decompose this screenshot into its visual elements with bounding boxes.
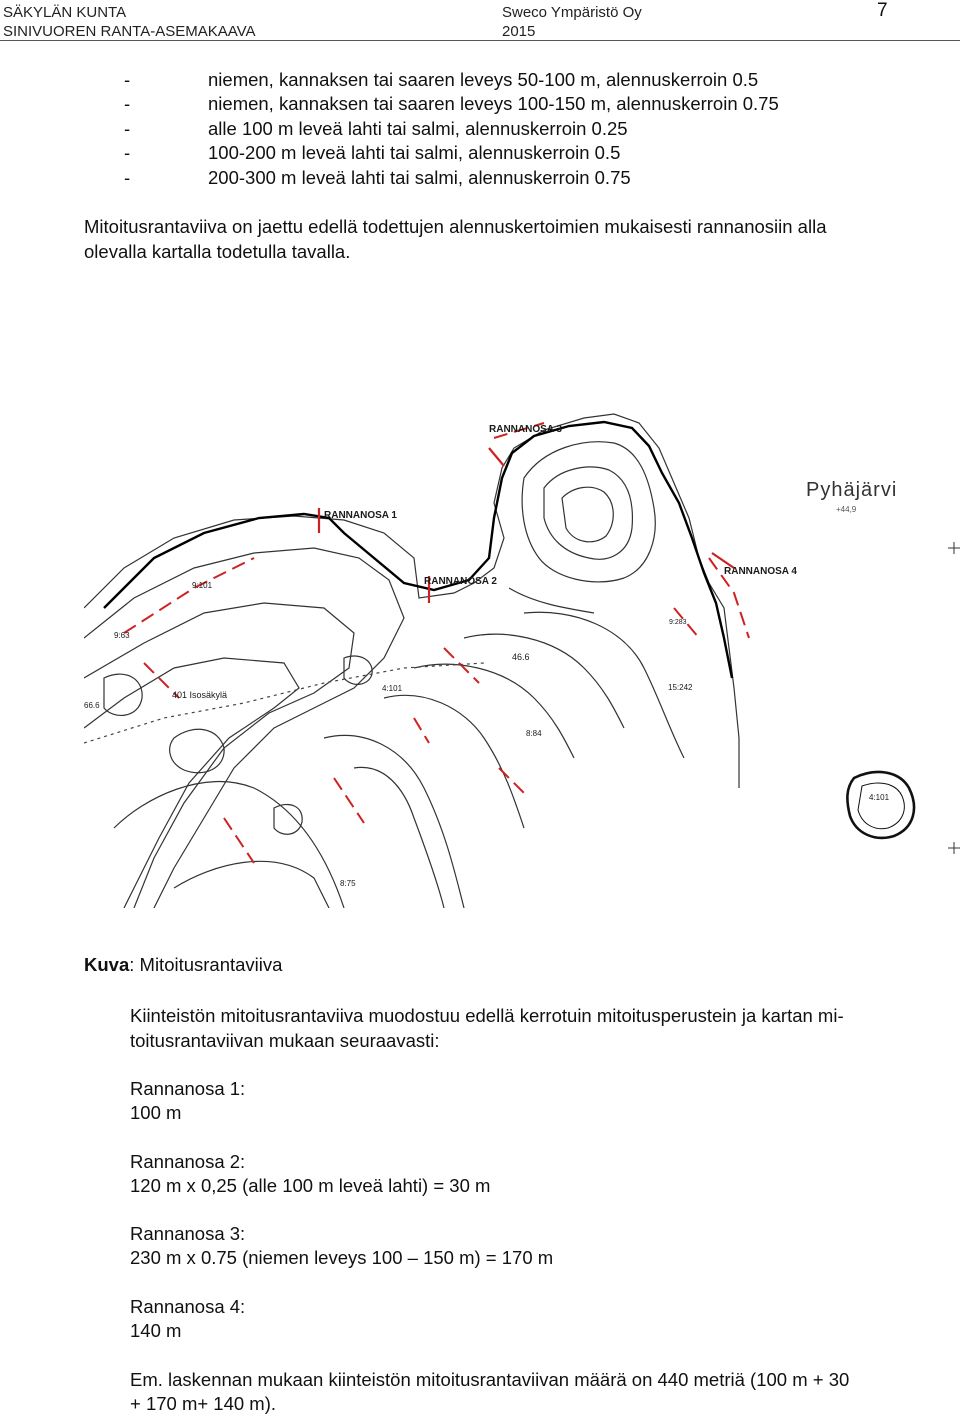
map-label-parcel: 8:75 <box>340 879 356 888</box>
header-organization <box>3 3 256 41</box>
intro-line: olevalla kartalla todetulla tavalla. <box>84 241 351 262</box>
map-label-parcel: 9:63 <box>114 631 130 640</box>
map-label-rannanosa-1: RANNANOSA 1 <box>324 510 397 521</box>
section-title: Rannanosa 1: <box>130 1078 246 1099</box>
map-label-rannanosa-2: RANNANOSA 2 <box>424 576 497 587</box>
list-dash: - <box>124 118 131 139</box>
shoreline-map <box>84 408 960 908</box>
list-dash: - <box>124 142 131 163</box>
map-label-parcel: 4:101 <box>382 684 403 693</box>
summary-line: Kiinteistön mitoitusrantaviiva muodostuu edellä kerrotuin mitoitusperustein ja kartan mi- <box>130 1005 844 1026</box>
section-title: Rannanosa 2: <box>130 1151 246 1172</box>
intro-paragraph <box>84 214 954 264</box>
header-municipality: SÄKYLÄN KUNTA <box>3 4 127 21</box>
section-value: 100 m <box>130 1102 182 1123</box>
header-year: 2015 <box>502 23 536 40</box>
map-label-lake: Pyhäjärvi <box>806 479 898 501</box>
figure-caption <box>84 954 282 976</box>
map-label-elevation: 46.6 <box>512 652 530 662</box>
conclusion-line: Em. laskennan mukaan kiinteistön mitoitusrantaviivan määrä on 440 metriä (100 m + 30 <box>130 1369 850 1390</box>
caption-text: : Mitoitusrantaviiva <box>129 954 283 975</box>
header-divider <box>0 40 960 41</box>
list-dash: - <box>124 69 131 90</box>
map-label-village: 401 Isosäkylä <box>172 690 228 700</box>
section-value: 140 m <box>130 1320 182 1341</box>
section-value: 120 m x 0,25 (alle 100 m leveä lahti) = 30 m <box>130 1175 491 1196</box>
map-label-parcel: 4:101 <box>869 793 890 802</box>
header-firm-name: Sweco Ympäristö Oy <box>502 4 642 21</box>
map-label-lake-level: +44,9 <box>836 505 857 514</box>
list-item-text: niemen, kannaksen tai saaren leveys 100-150 m, alennuskerroin 0.75 <box>208 93 779 114</box>
map-label-parcel: 8:84 <box>526 729 542 738</box>
header-firm <box>502 3 642 41</box>
section-title: Rannanosa 4: <box>130 1296 246 1317</box>
map-label-rannanosa-4: RANNANOSA 4 <box>724 566 797 577</box>
page-number: 7 <box>877 0 888 21</box>
section-title: Rannanosa 3: <box>130 1223 246 1244</box>
list-dash: - <box>124 93 131 114</box>
summary-line: toitusrantaviivan mukaan seuraavasti: <box>130 1030 440 1051</box>
map-label-parcel: 9:283 <box>669 619 687 626</box>
list-item-text: alle 100 m leveä lahti tai salmi, alennuskerroin 0.25 <box>208 118 628 139</box>
list-item-text: niemen, kannaksen tai saaren leveys 50-100 m, alennuskerroin 0.5 <box>208 69 759 90</box>
list-item-text: 200-300 m leveä lahti tai salmi, alennuskerroin 0.75 <box>208 167 631 188</box>
map-label-parcel: 15:242 <box>668 683 693 692</box>
header-plan-name: SINIVUOREN RANTA-ASEMAKAAVA <box>3 23 256 40</box>
section-value: 230 m x 0.75 (niemen leveys 100 – 150 m) = 170 m <box>130 1247 554 1268</box>
caption-label: Kuva <box>84 954 130 975</box>
list-item-text: 100-200 m leveä lahti tai salmi, alennuskerroin 0.5 <box>208 142 621 163</box>
conclusion-line: + 170 m+ 140 m). <box>130 1393 277 1414</box>
map-label-parcel: 9:101 <box>192 581 213 590</box>
map-label-elevation: 66.6 <box>84 701 100 710</box>
map-label-rannanosa-3: RANNANOSA 3 <box>489 424 562 435</box>
list-dash: - <box>124 167 131 188</box>
intro-line: Mitoitusrantaviiva on jaettu edellä todettujen alennuskertoimien mukaisesti rannanosiin alla <box>84 216 827 237</box>
